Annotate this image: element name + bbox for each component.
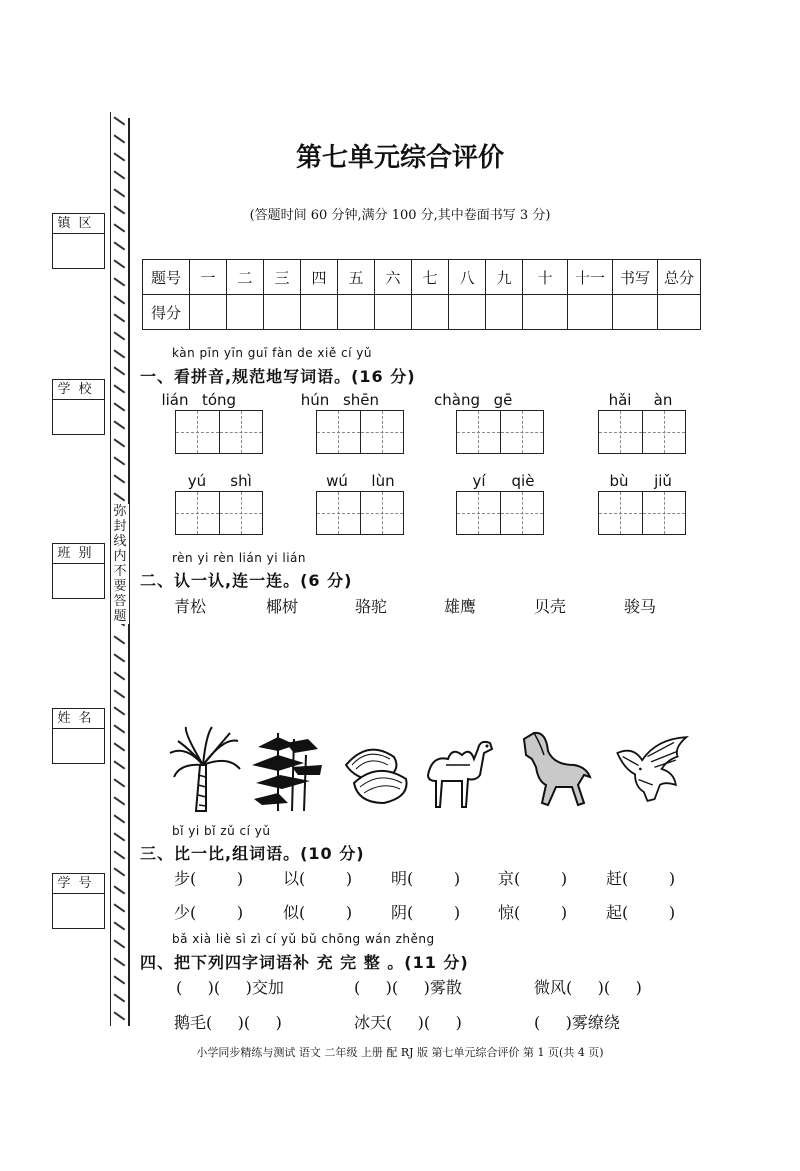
seal-tick [114,438,126,447]
compare-item[interactable]: 惊( ) [498,903,568,922]
score-cell[interactable] [486,295,523,330]
score-table [142,259,701,330]
score-cell[interactable] [412,295,449,330]
seal-tick [114,367,126,376]
compare-item[interactable]: 赶( ) [606,869,676,888]
score-header-cell: 三 [264,260,301,295]
writing-grid-5[interactable] [175,491,263,535]
word-pinyin-1a: lián [161,391,189,409]
seal-tick [114,921,126,930]
section4-pinyin: bǎ xià liè sì zì cí yǔ bǔ chōng wán zhěng [172,932,435,946]
score-cell[interactable] [375,295,412,330]
info-box-name [52,708,105,764]
seal-tick [114,456,126,465]
word-pinyin-2a: hún [300,391,330,409]
section1-pinyin: kàn pīn yīn guī fàn de xiě cí yǔ [172,346,373,360]
score-cell[interactable] [523,295,568,330]
idiom-item[interactable]: 微风( )( ) [534,978,642,997]
seal-tick [114,975,126,984]
score-row-label: 得分 [143,295,190,330]
eagle-picture[interactable] [612,725,690,813]
idiom-item[interactable]: 冰天( )( ) [354,1013,462,1032]
score-header-cell: 九 [486,260,523,295]
word-pinyin-8b: jiǔ [654,472,672,490]
score-cell[interactable] [264,295,301,330]
score-header-cell: 十 [523,260,568,295]
info-box-label: 姓名 [53,709,104,729]
score-header-cell: 六 [375,260,412,295]
seal-tick [114,814,126,823]
seal-tick [114,1011,126,1020]
section2-heading: 二、认一认,连一连。(6 分) [140,571,353,590]
idiom-item[interactable]: ( )( )雾散 [354,978,462,997]
word-pinyin-8a: bù [609,472,629,490]
seal-tick [114,313,126,322]
word-pinyin-7a: yí [472,472,486,490]
word-pinyin-3b: gē [493,391,513,409]
seal-tick [114,671,126,680]
seal-tick [114,224,126,233]
seal-tick [114,743,126,752]
seal-tick [114,260,126,269]
word-pinyin-6a: wú [326,472,348,490]
page-title: 第七单元综合评价 [295,143,504,173]
seal-tick [114,904,126,913]
word-pinyin-6b: lùn [371,472,395,490]
score-header-cell: 十一 [568,260,613,295]
score-header-cell: 题号 [143,260,190,295]
score-cell[interactable] [658,295,701,330]
seal-tick [114,832,126,841]
seal-tick [114,760,126,769]
seal-tick [114,242,126,251]
seal-tick [114,421,126,430]
seal-tick [114,653,126,662]
compare-item[interactable]: 少( ) [174,903,244,922]
compare-item[interactable]: 京( ) [498,869,568,888]
seal-tick [114,725,126,734]
seal-tick [114,492,126,501]
idiom-item[interactable]: 鹅毛( )( ) [174,1013,282,1032]
page-footer: 小学同步精练与测试 语文 二年级 上册 配 RJ 版 第七单元综合评价 第 1 页(共 4 页) [196,1046,604,1059]
info-box-label: 班别 [53,544,104,564]
score-header-cell: 书写 [613,260,658,295]
word-pinyin-2b: shēn [342,391,380,409]
idiom-item[interactable]: ( )雾缭绕 [534,1013,620,1032]
writing-grid-6[interactable] [316,491,404,535]
idiom-item[interactable]: ( )( )交加 [176,978,284,997]
compare-item[interactable]: 明( ) [391,869,461,888]
writing-grid-8[interactable] [598,491,686,535]
score-table-score-row [143,295,701,330]
seal-tick [114,349,126,358]
word-pinyin-7b: qiè [511,472,535,490]
info-box-label: 学校 [53,380,104,400]
info-box-student-id [52,873,105,929]
seal-tick [114,403,126,412]
writing-grid-7[interactable] [456,491,544,535]
seal-tick [114,385,126,394]
section2-pinyin: rèn yi rèn lián yi lián [172,551,307,565]
match-word[interactable]: 青松 [174,597,207,616]
match-word[interactable]: 贝壳 [534,597,567,616]
word-pinyin-3a: chàng [434,391,480,409]
compare-item[interactable]: 以( ) [283,869,353,888]
seal-tick [114,886,126,895]
score-header-cell: 七 [412,260,449,295]
section4-heading: 四、把下列四字词语补 充 完 整 。(11 分) [140,953,469,972]
palm-tree-picture[interactable] [166,725,244,813]
compare-item[interactable]: 似( ) [283,903,353,922]
compare-item[interactable]: 阴( ) [391,903,461,922]
info-box-label: 学号 [53,874,104,894]
section3-pinyin: bǐ yi bǐ zǔ cí yǔ [172,824,271,838]
score-header-cell: 一 [190,260,227,295]
score-header-cell: 八 [449,260,486,295]
seal-tick [114,778,126,787]
info-box-label: 镇区 [53,214,104,234]
score-header-cell: 总分 [658,260,701,295]
score-header-cell: 二 [227,260,264,295]
word-pinyin-5b: shì [230,472,252,490]
score-cell[interactable] [338,295,375,330]
seal-tick [114,295,126,304]
seal-tick [114,796,126,805]
seal-tick [114,957,126,966]
word-pinyin-5a: yú [187,472,207,490]
compare-item[interactable]: 步( ) [174,869,244,888]
writing-grid-2[interactable] [316,410,404,454]
match-word[interactable]: 椰树 [266,597,299,616]
seal-tick [114,868,126,877]
score-header-cell: 四 [301,260,338,295]
seal-tick [114,116,126,125]
info-box-class [52,543,105,599]
page-subtitle: (答题时间 60 分钟,满分 100 分,其中卷面书写 3 分) [249,208,551,223]
shell-picture[interactable] [338,725,416,813]
seal-notice: 弥封线内不要答题 [111,504,129,624]
match-word[interactable]: 雄鹰 [444,597,477,616]
writing-grid-4[interactable] [598,410,686,454]
score-cell[interactable] [449,295,486,330]
match-word[interactable]: 骏马 [624,597,657,616]
info-box-school [52,379,105,435]
score-header-cell: 五 [338,260,375,295]
section3-heading: 三、比一比,组词语。(10 分) [140,844,365,863]
seal-tick [114,939,126,948]
word-pinyin-1b: tóng [201,391,237,409]
word-pinyin-4a: hǎi [608,391,632,409]
seal-tick [114,850,126,859]
section1-heading: 一、看拼音,规范地写词语。(16 分) [140,367,416,386]
compare-item[interactable]: 起( ) [606,903,676,922]
writing-grid-1[interactable] [175,410,263,454]
camel-picture[interactable] [418,725,496,813]
match-word[interactable]: 骆驼 [355,597,388,616]
seal-tick [114,993,126,1002]
seal-tick [114,331,126,340]
seal-tick [114,635,126,644]
seal-tick [114,689,126,698]
writing-grid-3[interactable] [456,410,544,454]
score-cell[interactable] [613,295,658,330]
word-pinyin-4b: àn [653,391,673,409]
score-cell[interactable] [190,295,227,330]
seal-tick [114,277,126,286]
score-table-header-row [143,260,701,295]
seal-tick [114,707,126,716]
seal-tick [114,474,126,483]
pine-tree-picture[interactable] [248,725,326,813]
score-cell[interactable] [568,295,613,330]
horse-picture[interactable] [514,725,592,813]
score-cell[interactable] [227,295,264,330]
score-cell[interactable] [301,295,338,330]
seal-tick [114,188,126,197]
